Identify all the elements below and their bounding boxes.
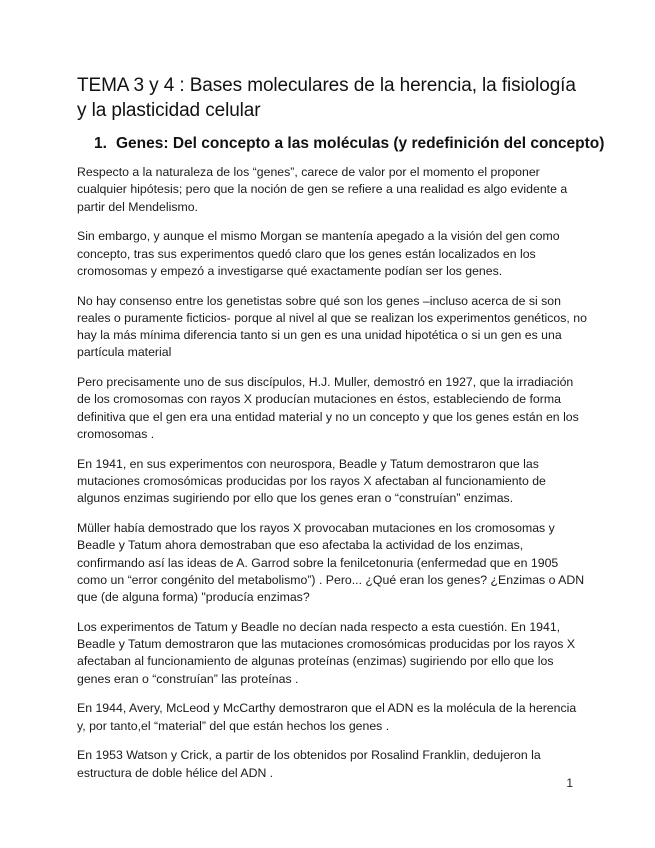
paragraph: En 1944, Avery, McLeod y McCarthy demostraron que el ADN es la molécula de la herencia y, por tanto,el “material” del que están hechos los genes . bbox=[77, 701, 577, 733]
document-title: TEMA 3 y 4 : Bases moleculares de la herencia, la fisiología y la plasticidad celular bbox=[77, 75, 576, 121]
section-heading bbox=[94, 134, 605, 154]
paragraph: En 1953 Watson y Crick, a partir de los obtenidos por Rosalind Franklin, dedujeron la estructura de doble hélice del ADN . bbox=[77, 748, 541, 780]
paragraph: No hay consenso entre los genetistas sobre qué son los genes –incluso acerca de si son reales o puramente ficticios- porque al nivel al que se realizan los experimentos genéticos, no hay la más mínima diferencia tanto si un gen es una unidad hipotética o si un gen es una partícula material bbox=[77, 293, 587, 360]
section-heading-text: Genes: Del concepto a las moléculas (y redefinición del concepto) bbox=[116, 135, 605, 152]
paragraph: Respecto a la naturaleza de los “genes”, carece de valor por el momento el proponer cualquier hipótesis; pero que la noción de gen se refiere a una realidad es algo evidente a partir del Mendelismo. bbox=[77, 165, 568, 214]
paragraph: Sin embargo, y aunque el mismo Morgan se mantenía apegado a la visión del gen como concepto, tras sus experimentos quedó claro que los genes están localizados en los cromosomas y empezó a investigarse qué exactamente podían ser los genes. bbox=[77, 229, 560, 278]
section-number: 1. bbox=[94, 135, 107, 152]
paragraph: En 1941, en sus experimentos con neurospora, Beadle y Tatum demostraron que las mutaciones cromosómicas producidas por los rayos X afectaban al funcionamiento de algunos enzimas sugiriendo por ello que los genes eran o “construían” enzimas. bbox=[77, 456, 546, 506]
body-text bbox=[77, 164, 587, 794]
paragraph: Müller había demostrado que los rayos X provocaban mutaciones en los cromosomas y Beadle y Tatum ahora demostraban que eso afectaba la actividad de los enzimas, confirmando así las ideas de A. Garrod sobre la fenilcetonuria (enfermedad que en 1905 como un “error congénito del metabolismo”) . Pero... ¿Qué eran los genes? ¿Enzimas o ADN que (de alguna forma) "producía enzimas? bbox=[77, 521, 585, 605]
paragraph: Los experimentos de Tatum y Beadle no decían nada respecto a esta cuestión. En 1941, Beadle y Tatum demostraron que las mutaciones cromosómicas producidas por los rayos X afectaban al funcionamiento de algunas proteínas (enzimas) sugiriendo por ello que los genes eran o “construían” las proteínas . bbox=[77, 619, 576, 686]
page-number: 1 bbox=[566, 776, 573, 790]
paragraph: Pero precisamente uno de sus discípulos, H.J. Muller, demostró en 1927, que la irradiación de los cromosomas con rayos X producían mutaciones en éstos, estableciendo de forma definitiva que el gen era una entidad material y no un concepto y que los genes están en los cromosomas . bbox=[77, 375, 579, 442]
